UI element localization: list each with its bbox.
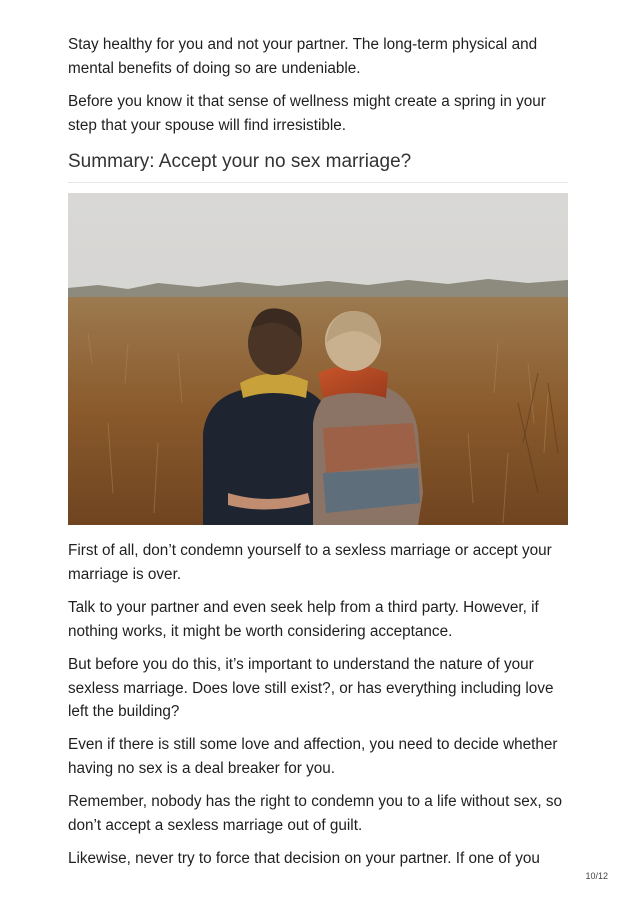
intro-paragraph-1: Stay healthy for you and not your partner. The long-term physical and mental benefits of doing so are undeniable. (68, 36, 538, 77)
paragraph-4: Even if there is still some love and affection, you need to decide whether having no sex is a deal breaker for you. (68, 736, 558, 777)
paragraph-1: First of all, don’t condemn yourself to a sexless marriage or accept your marriage is over. (68, 542, 552, 583)
section-heading: Summary: Accept your no sex marriage? (68, 150, 568, 183)
couple-in-field-photo (68, 193, 568, 525)
paragraph-3: But before you do this, it’s important to understand the nature of your sexless marriage. Does love still exist?, or has everything including love left the building? (68, 656, 554, 720)
paragraph-6: Likewise, never try to force that decision on your partner. If one of you (68, 850, 540, 867)
intro-paragraph-2: Before you know it that sense of wellness might create a spring in your step that your spouse will find irresistible. (68, 93, 546, 134)
page-number: 10/12 (585, 871, 608, 881)
paragraph-2: Talk to your partner and even seek help from a third party. However, if nothing works, it might be worth considering acceptance. (68, 599, 539, 640)
paragraph-5: Remember, nobody has the right to condemn you to a life without sex, so don’t accept a sexless marriage out of guilt. (68, 793, 563, 834)
